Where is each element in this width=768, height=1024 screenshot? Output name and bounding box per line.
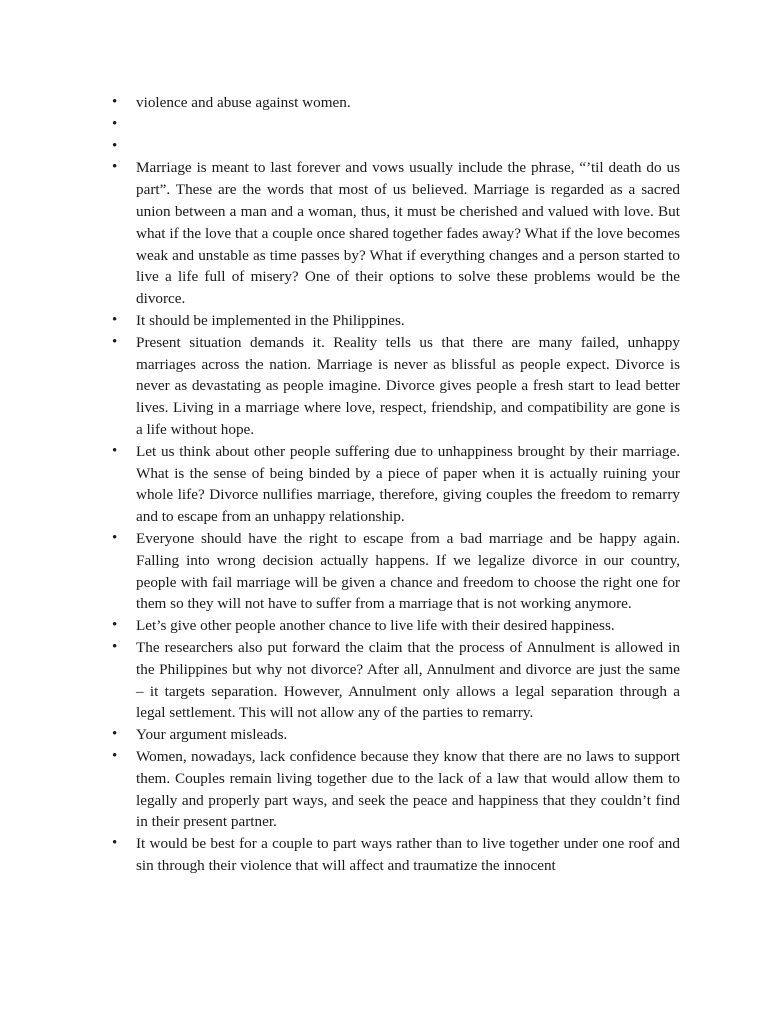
list-item-text: It should be implemented in the Philippines. bbox=[136, 311, 405, 329]
list-item bbox=[112, 746, 680, 833]
list-item bbox=[112, 310, 680, 332]
list-item bbox=[112, 441, 680, 528]
bullet-icon: • bbox=[112, 617, 118, 634]
bullet-icon: • bbox=[112, 94, 118, 110]
bullet-icon: • bbox=[112, 726, 118, 743]
list-item-text: Marriage is meant to last forever and vows usually include the phrase, “’til death do us part”. These are the words that most of us believed. Marriage is regarded as a sacred union between a man and a woman, thus, it must be cherished and valued with love. But what if the love that a couple once shared together fades away? What if the love becomes weak and unstable as time passes by? What if everything changes and a person started to live a life full of misery? One of their options to solve these problems would be the divorce. bbox=[136, 159, 680, 308]
list-item bbox=[112, 833, 680, 877]
bullet-icon: • bbox=[112, 311, 118, 328]
bullet-icon: • bbox=[112, 835, 118, 852]
list-item-text: Women, nowadays, lack confidence because they know that there are no laws to support them. Couples remain living together due to the lack of a law that would allow them to legally and properly part ways, and seek the peace and happiness that they couldn’t find in their present partner. bbox=[136, 747, 680, 831]
list-item-text: violence and abuse against women. bbox=[136, 94, 351, 111]
list-item-text: The researchers also put forward the claim that the process of Annulment is allowed in the Philippines but why not divorce? After all, Annulment and divorce are just the same – it targets separation. However, Annulment only allows a legal separation through a legal settlement. This will not allow any of the parties to remarry. bbox=[136, 638, 680, 722]
bullet-icon: • bbox=[112, 137, 118, 154]
list-item bbox=[112, 92, 680, 114]
list-item bbox=[112, 615, 680, 637]
list-item-text: Let us think about other people suffering due to unhappiness brought by their marriage. What is the sense of being binded by a piece of paper when it is actually ruining your whole life? Divorce nullifies marriage, therefore, giving couples the freedom to remarry and to escape from an unhappy relationship. bbox=[136, 442, 680, 526]
list-item-text: Your argument misleads. bbox=[136, 726, 288, 744]
bullet-icon: • bbox=[112, 442, 118, 459]
list-item bbox=[112, 724, 680, 746]
bullet-list bbox=[112, 92, 680, 877]
list-item bbox=[112, 114, 680, 136]
list-item bbox=[112, 332, 680, 441]
bullet-icon: • bbox=[112, 747, 118, 764]
list-item bbox=[112, 157, 680, 310]
bullet-icon: • bbox=[112, 529, 118, 546]
list-item-text: Everyone should have the right to escape from a bad marriage and be happy again. Falling into wrong decision actually happens. If we legalize divorce in our country, people with fail marriage will be given a chance and freedom to choose the right one for them so they will not have to suffer from a marriage that is not working anymore. bbox=[136, 529, 680, 613]
bullet-icon: • bbox=[112, 638, 118, 655]
bullet-icon: • bbox=[112, 159, 118, 176]
list-item-text: It would be best for a couple to part ways rather than to live together under one roof and sin through their violence that will affect and traumatize the innocent bbox=[136, 835, 680, 874]
list-item-text: Present situation demands it. Reality tells us that there are many failed, unhappy marriages across the nation. Marriage is never as blissful as people expect. Divorce is never as devastating as people imagine. Divorce gives people a fresh start to lead better lives. Living in a marriage where love, respect, friendship, and compatibility are gone is a life without hope. bbox=[136, 333, 680, 438]
bullet-icon: • bbox=[112, 115, 118, 132]
list-item bbox=[112, 528, 680, 615]
list-item-text: Let’s give other people another chance to live life with their desired happiness. bbox=[136, 617, 615, 635]
bullet-icon: • bbox=[112, 333, 118, 350]
list-item bbox=[112, 136, 680, 158]
list-item bbox=[112, 637, 680, 724]
